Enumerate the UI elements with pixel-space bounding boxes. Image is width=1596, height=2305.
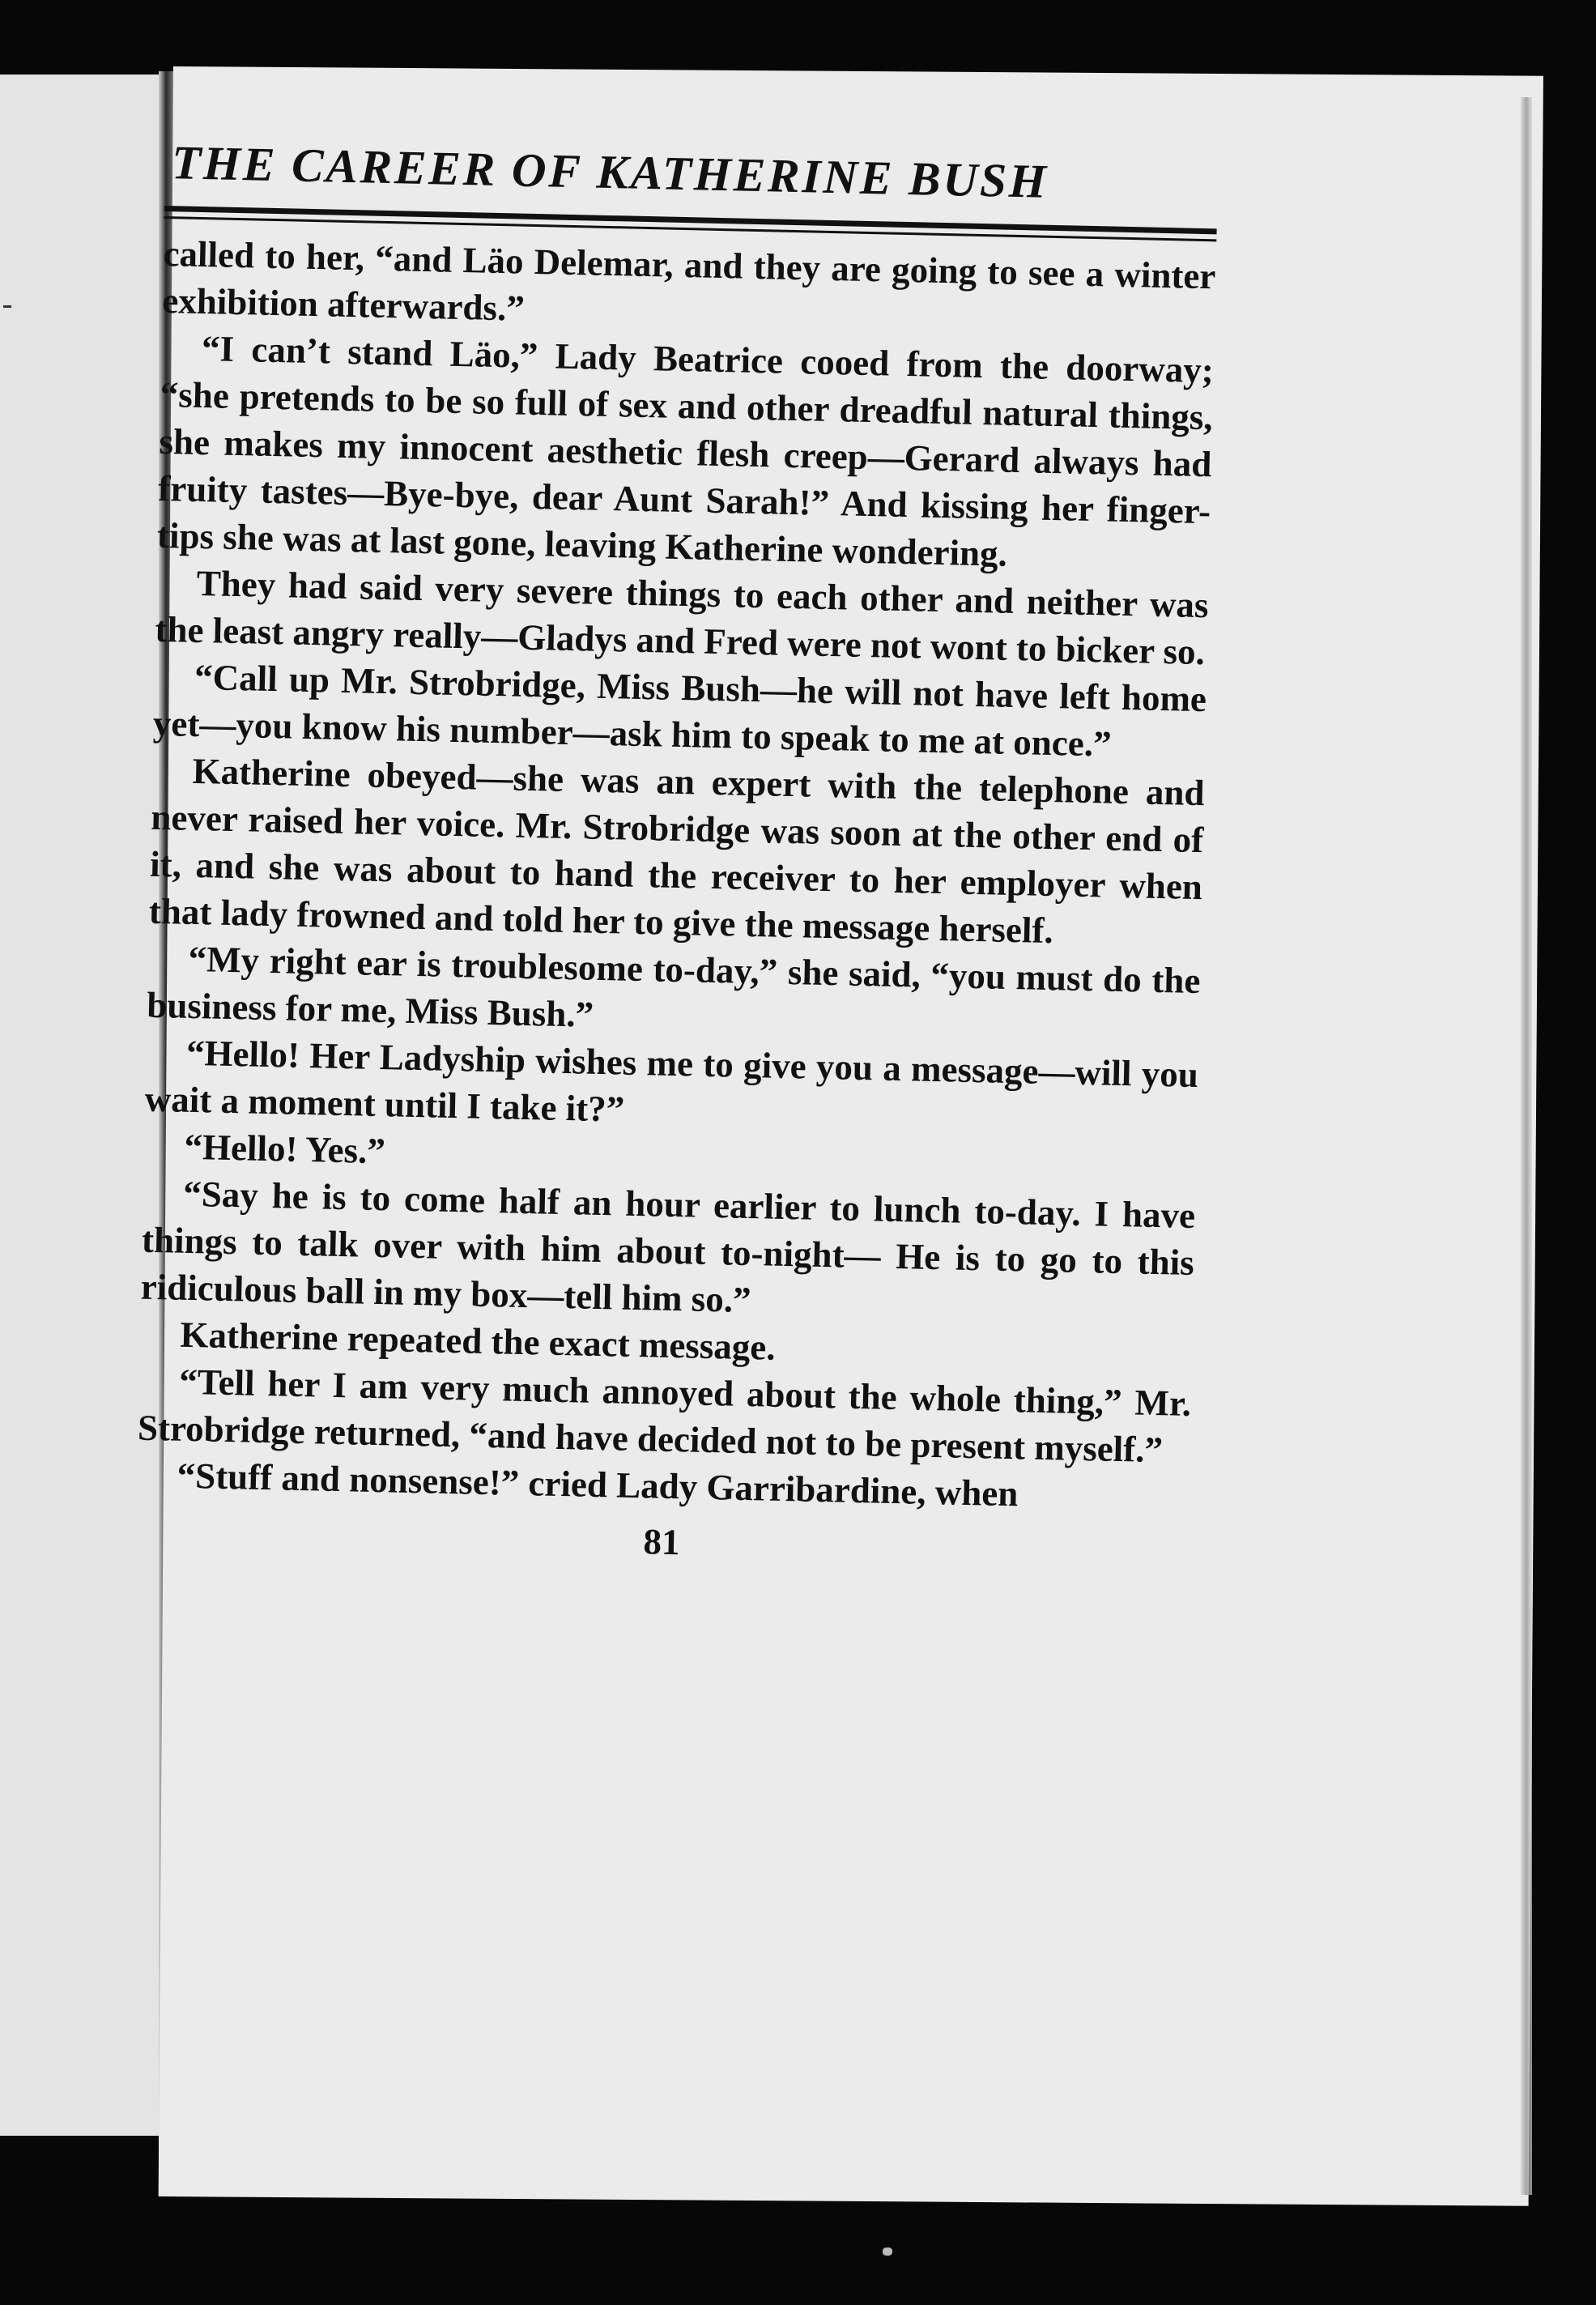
- page-number: 81: [643, 1521, 681, 1563]
- paragraph: “My right ear is troublesome to-day,” she said, “you must do the business for me, Miss Bush.”: [146, 938, 1201, 1035]
- paragraph: called to her, “and Läo Delemar, and they are going to see a winter exhibition afterwards.”: [161, 232, 1216, 329]
- paragraph: “Say he is to come half an hour earlier to lunch to-day. I have things to talk over with him about to-night— He is to go to this ridiculous ball in my box—tell him so.”: [140, 1173, 1196, 1321]
- paragraph: Katherine repeated the exact message.: [180, 1314, 777, 1368]
- paragraph: “Stuff and nonsense!” cried Lady Garribardine, when: [177, 1455, 1019, 1515]
- paragraph: “Hello! Her Ladyship wishes me to give you a message—will you wait a moment until I take it?”: [144, 1032, 1199, 1130]
- margin-mark: [3, 305, 11, 308]
- paragraph: “Call up Mr. Strobridge, Miss Bush—he will not have left home yet—you know his number—ask him to speak to me at once.”: [152, 656, 1207, 765]
- body-text: [136, 230, 1216, 1521]
- paragraph: “Tell her I am very much annoyed about the whole thing,” Mr. Strobridge returned, “and have decided not to be present myself.”: [137, 1361, 1192, 1471]
- paragraph: “Hello! Yes.”: [184, 1126, 386, 1172]
- page-content: [135, 130, 1219, 1578]
- paragraph: Katherine obeyed—she was an expert with the telephone and never raised her voice. Mr. Strobridge was soon at the other end of it, and she was about to hand the receiver to her employer when that lady frowned and told her to give the message herself.: [148, 750, 1205, 952]
- page-edge-shadow: [1521, 97, 1532, 2195]
- left-page-edge: [0, 75, 166, 2136]
- paragraph: They had said very severe things to each other and neither was the least angry really—Gladys and Fred were not wont to bicker so.: [154, 562, 1210, 673]
- running-head: THE CAREER OF KATHERINE BUSH: [171, 135, 1049, 208]
- scan-speck: [883, 2247, 892, 2256]
- paragraph: “I can’t stand Läo,” Lady Beatrice cooed from the doorway; “she pretends to be so full of sex and other dreadful natural things, she makes my innocent aesthetic flesh creep—Gerard always had fruity tastes—Bye-bye, dear Aunt Sarah!” And kissing her finger-tips she was at last gone, leaving Katherine wondering.: [156, 328, 1215, 574]
